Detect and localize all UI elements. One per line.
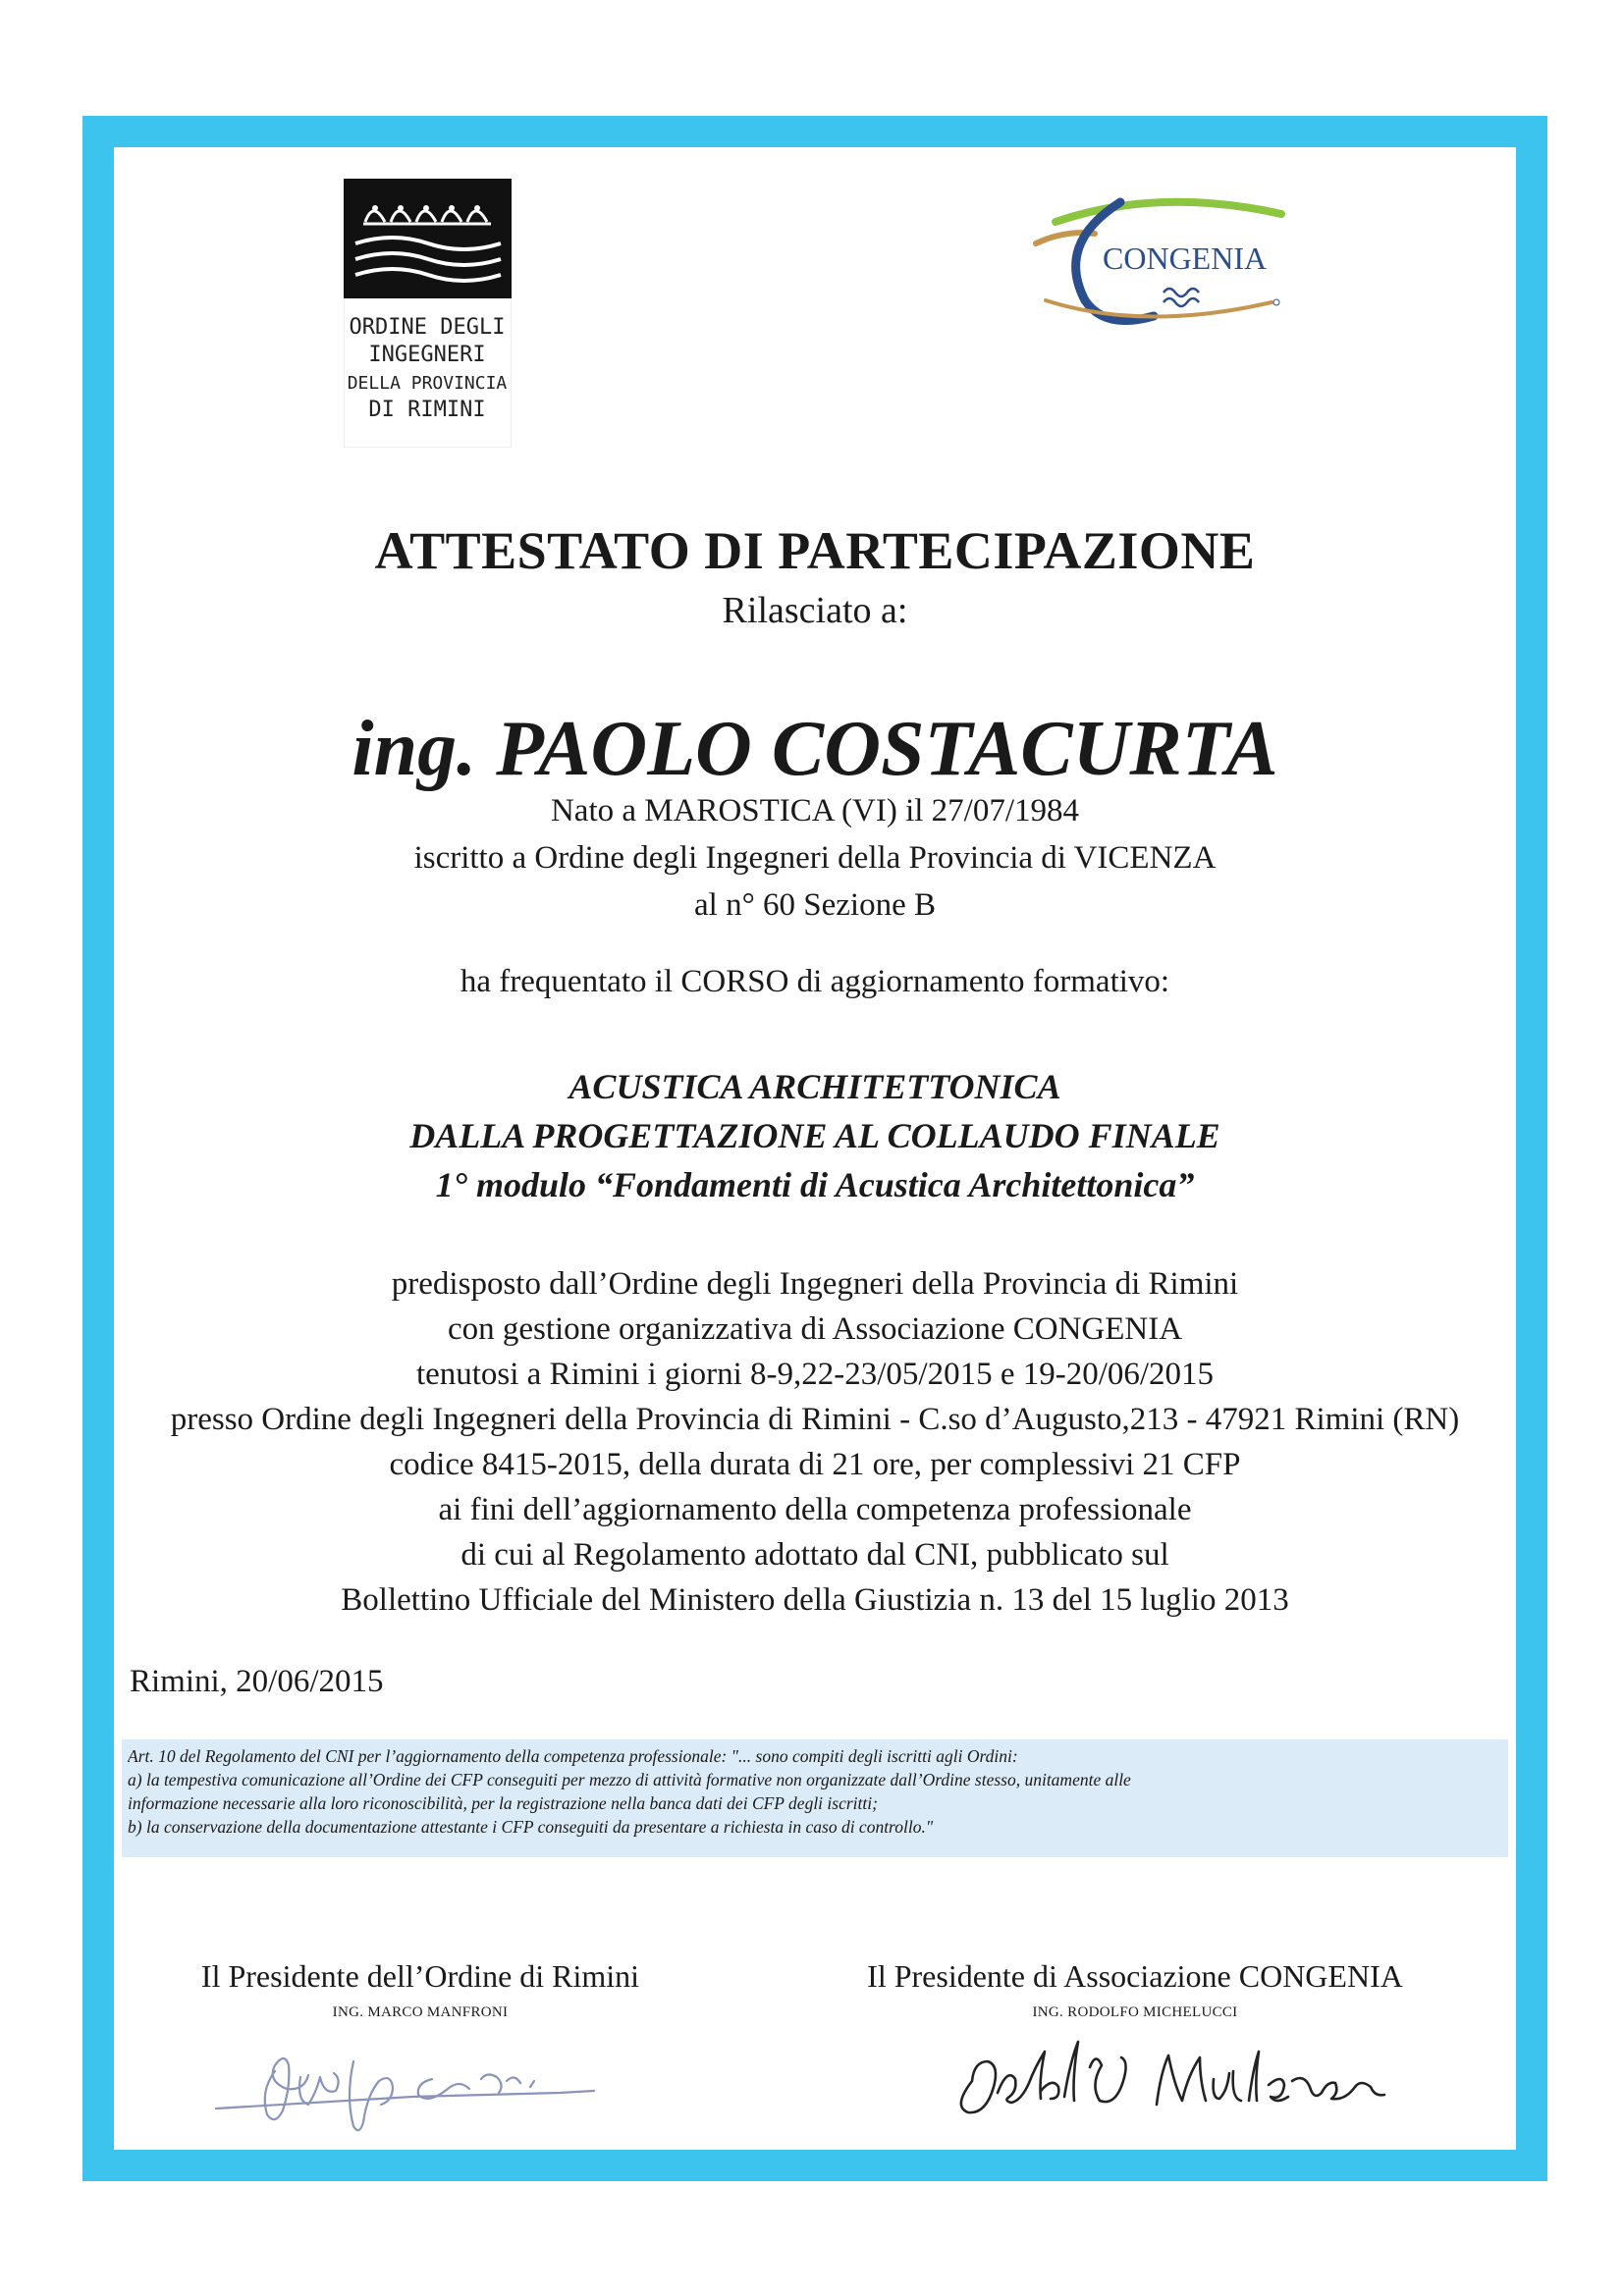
place-date: Rimini, 20/06/2015 (130, 1664, 384, 1699)
signature-block-left (106, 1958, 734, 2021)
signature-name-left: ING. MARCO MANFRONI (332, 2004, 509, 2020)
signature-title-left: Il Presidente dell’Ordine di Rimini (200, 1958, 640, 1994)
note-line: Art. 10 del Regolamento del CNI per l’aggiornamento della competenza professionale: "... sono compiti degli iscritti agli Ordini: (128, 1746, 1018, 1766)
logo-left-line-3: DELLA PROVINCIA (347, 373, 508, 394)
recipient-name: ing. PAOLO COSTACURTA (352, 706, 1278, 792)
details-line: con gestione organizzativa di Associazione CONGENIA (447, 1311, 1183, 1347)
note-line: informazione necessarie alla loro riconoscibilità, per la registrazione nella banca dati dei CFP degli iscritti; (128, 1793, 878, 1813)
birth-info: Nato a MAROSTICA (VI) il 27/07/1984 (550, 793, 1080, 828)
note-line: b) la conservazione della documentazione attestante i CFP conseguiti da presentare a richiesta in caso di controllo." (128, 1817, 934, 1837)
details-line: predisposto dall’Ordine degli Ingegneri della Provincia di Rimini (391, 1266, 1239, 1302)
logo-left-line-4: DI RIMINI (368, 398, 486, 422)
signature-image-left (206, 2032, 619, 2140)
congenia-logo (1026, 185, 1291, 332)
course-title-line: ACUSTICA ARCHITETTONICA (568, 1067, 1061, 1106)
attended-statement: ha frequentato il CORSO di aggiornamento formativo: (460, 964, 1170, 999)
details-line: ai fini dell’aggiornamento della competenza professionale (438, 1492, 1192, 1527)
details-line: codice 8415-2015, della durata di 21 ore, per complessivi 21 CFP (389, 1447, 1241, 1482)
signature-image-right (943, 2022, 1414, 2130)
details-line: Bollettino Ufficiale del Ministero della Giustizia n. 13 del 15 luglio 2013 (341, 1582, 1289, 1618)
ordine-ingegneri-logo (344, 179, 512, 448)
logo-left-line-2: INGEGNERI (368, 343, 486, 367)
details-line: presso Ordine degli Ingegneri della Provincia di Rimini - C.so d’Augusto,213 - 47921 Rimini (RN) (170, 1402, 1460, 1437)
logo-left-line-1: ORDINE DEGLI (349, 315, 506, 340)
signature-block-right (821, 1958, 1449, 2021)
note-line: a) la tempestiva comunicazione all’Ordine dei CFP conseguiti per mezzo di attività formative non organizzate dall’Ordine stesso, unitamente alle (128, 1770, 1131, 1789)
registration-info: iscritto a Ordine degli Ingegneri della Provincia di VICENZA (413, 840, 1217, 876)
logo-right-text: CONGENIA (1103, 240, 1268, 276)
certificate-title: ATTESTATO DI PARTECIPAZIONE (374, 521, 1256, 580)
signature-name-right: ING. RODOLFO MICHELUCCI (1032, 2004, 1238, 2020)
regulation-note (122, 1739, 1508, 1857)
details-line: tenutosi a Rimini i giorni 8-9,22-23/05/2015 e 19-20/06/2015 (415, 1357, 1215, 1392)
course-title-line: 1° modulo “Fondamenti di Acustica Architettonica” (435, 1165, 1195, 1204)
registration-number: al n° 60 Sezione B (694, 887, 936, 923)
signature-title-right: Il Presidente di Associazione CONGENIA (867, 1958, 1403, 1994)
details-line: di cui al Regolamento adottato dal CNI, pubblicato sul (460, 1537, 1169, 1573)
course-title-line: DALLA PROGETTAZIONE AL COLLAUDO FINALE (409, 1116, 1220, 1155)
certificate-subtitle: Rilasciato a: (722, 590, 908, 631)
